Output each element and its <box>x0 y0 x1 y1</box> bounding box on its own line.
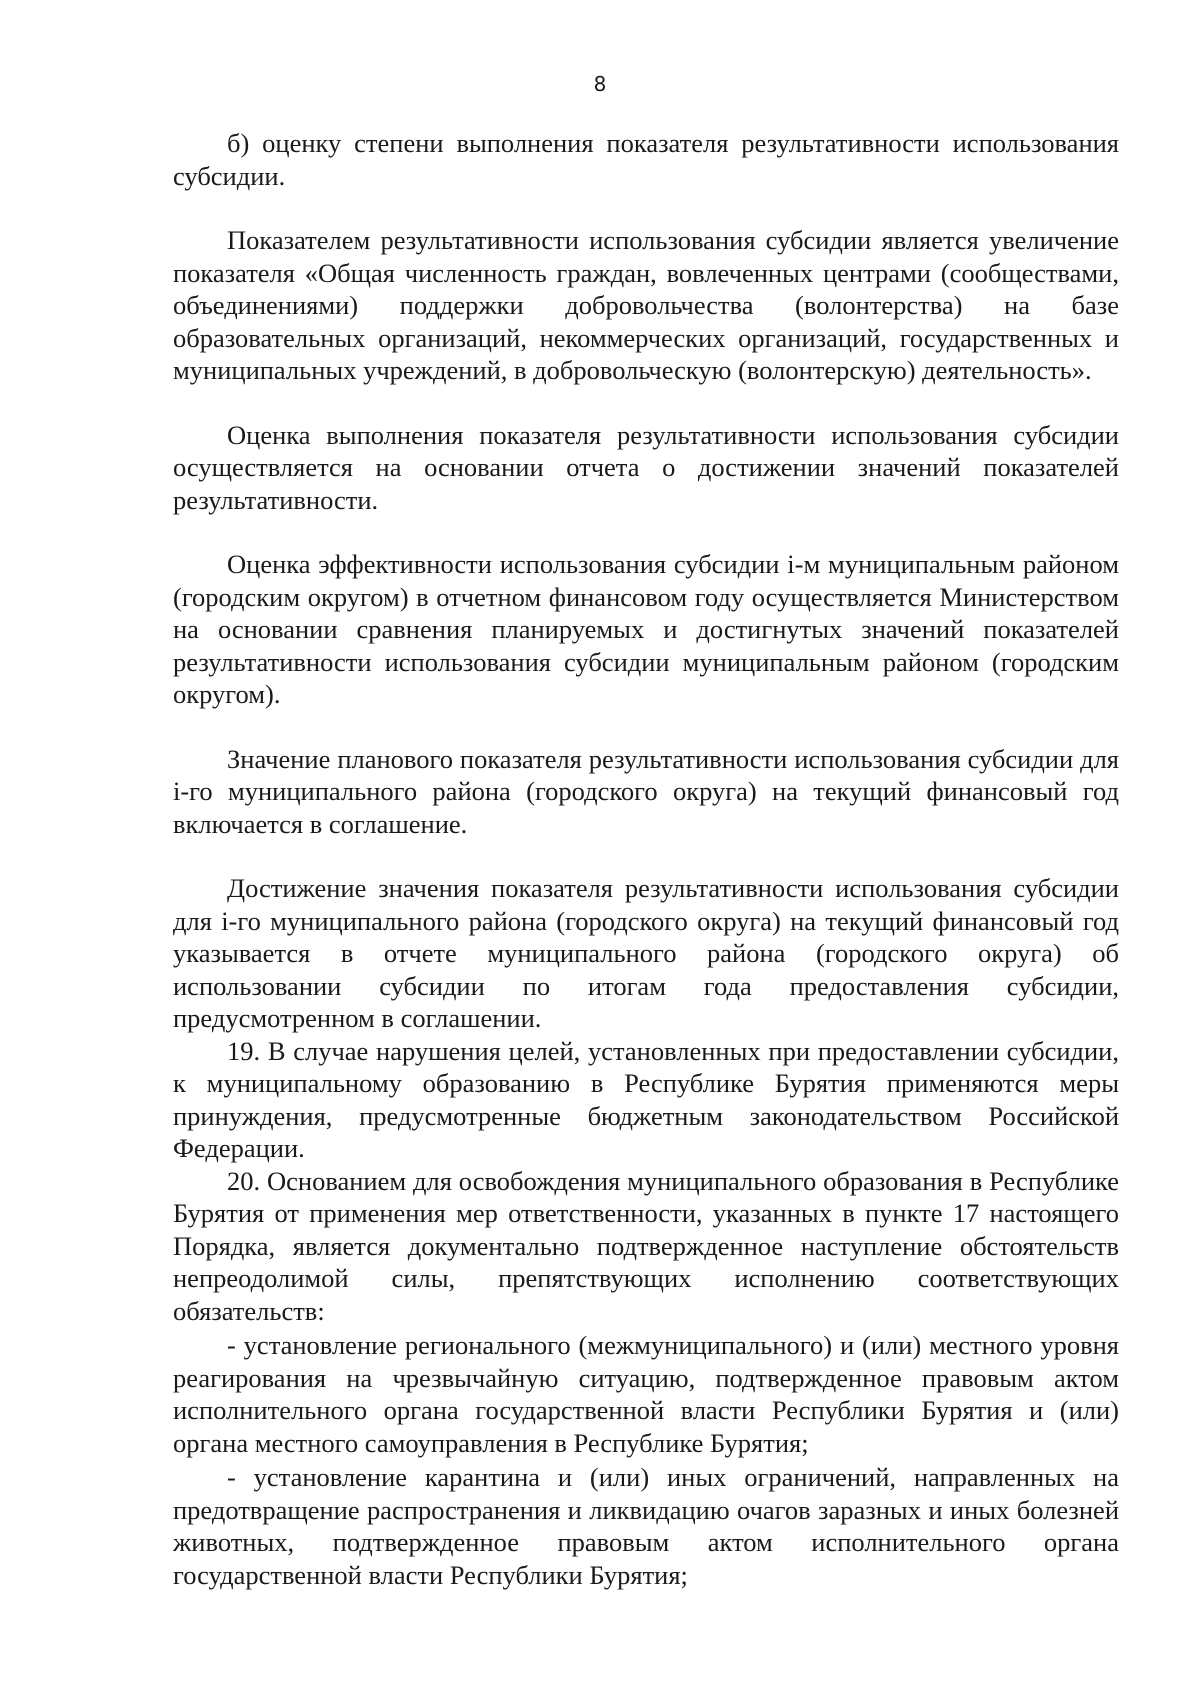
list-item-quarantine: - установление карантина и (или) иных ограничений, направленных на предотвращение распространения и ликвидацию очагов заразных и иных болезней животных, подтвержденное правовым актом исполнительного органа государственной власти Республики Бурятия; <box>173 1462 1119 1590</box>
paragraph-efficiency-assessment: Оценка эффективности использования субсидии i-м муниципальным районом (городским округом) в отчетном финансовом году осуществляется Министерством на основании сравнения планируемых и достигнутых значений показателей результативности использования субсидии муниципальным районом (городским округом). <box>173 549 1119 709</box>
paragraph-performance-indicator: Показателем результативности использования субсидии является увеличение показателя «Общая численность граждан, вовлеченных центрами (сообществами, объединениями) поддержки добровольчества (волонтерства) на базе образовательных организаций, некоммерческих организаций, государственных и муниципальных учреждений, в добровольческую (волонтерскую) деятельность». <box>173 225 1119 385</box>
paragraph-clause-19: 19. В случае нарушения целей, установленных при предоставлении субсидии, к муниципальному образованию в Республике Бурятия применяются меры принуждения, предусмотренные бюджетным законодательством Российской Федерации. <box>173 1035 1119 1163</box>
paragraph-indicator-assessment: Оценка выполнения показателя результативности использования субсидии осуществляется на основании отчета о достижении значений показателей результативности. <box>173 419 1119 515</box>
paragraph-achieved-value: Достижение значения показателя результативности использования субсидии для i-го муниципального района (городского округа) на текущий финансовый год указывается в отчете муниципального района (городского округа) об использовании субсидии по итогам года предоставления субсидии, предусмотренном в соглашении. <box>173 873 1119 1033</box>
paragraph-clause-20: 20. Основанием для освобождения муниципального образования в Республике Бурятия от применения мер ответственности, указанных в пункте 17 настоящего Порядка, является документально подтвержденное наступление обстоятельств непреодолимой силы, препятствующих исполнению соответствующих обязательств: <box>173 1165 1119 1326</box>
paragraph-planned-value: Значение планового показателя результативности использования субсидии для i-го муниципального района (городского округа) на текущий финансовый год включается в соглашение. <box>173 743 1119 839</box>
document-body <box>173 127 1119 1591</box>
list-item-emergency-response: - установление регионального (межмуниципального) и (или) местного уровня реагирования на чрезвычайную ситуацию, подтвержденное правовым актом исполнительного органа государственной власти Республики Бурятия и (или) органа местного самоуправления в Республике Бурятия; <box>173 1330 1119 1458</box>
paragraph-item-b: б) оценку степени выполнения показателя результативности использования субсидии. <box>173 128 1119 191</box>
page-number: 8 <box>593 72 607 96</box>
